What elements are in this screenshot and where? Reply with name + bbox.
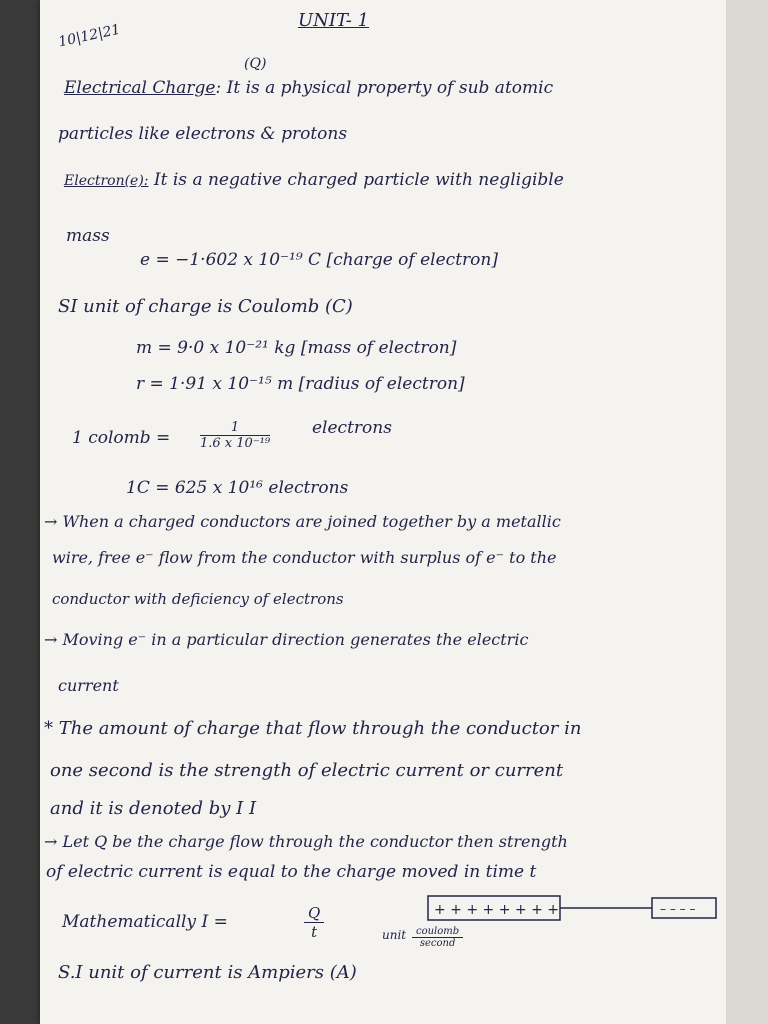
conductor-sketch	[420, 890, 720, 930]
para3-line1: * The amount of charge that flow through the conductor in	[44, 718, 582, 739]
one-coulomb: 1C = 625 x 10¹⁶ electrons	[126, 478, 349, 498]
unit-label: unit	[382, 928, 407, 942]
para2-line1: → Moving e⁻ in a particular direction generates the electric	[44, 630, 529, 649]
unit-numerator: coulomb	[412, 926, 463, 938]
para3-line3: and it is denoted by I I	[50, 798, 257, 819]
unit-title: UNIT- 1	[298, 10, 369, 31]
para1-line1: → When a charged conductors are joined together by a metallic	[44, 512, 561, 531]
definition-line-3-rest: It is a negative charged particle with negligible	[153, 170, 564, 190]
current-formula	[304, 904, 324, 941]
para3-line2: one second is the strength of electric current or current	[50, 760, 564, 781]
para1-line2: wire, free e⁻ flow from the conductor with surplus of e⁻ to the	[52, 548, 557, 567]
plus-charges: + + + + + + + +	[434, 902, 559, 918]
formula-numerator: Q	[304, 904, 324, 923]
equation-mass: m = 9·0 x 10⁻²¹ kg [mass of electron]	[136, 338, 457, 358]
definition-line-3	[64, 170, 564, 190]
definition-line-2: particles like electrons & protons	[58, 124, 348, 144]
si-unit-charge: SI unit of charge is Coulomb (C)	[58, 296, 353, 317]
formula-denominator: t	[311, 923, 318, 941]
coulomb-numerator: 1	[200, 420, 270, 436]
minus-charges: – – – –	[660, 902, 696, 916]
equation-charge: e = −1·602 x 10⁻¹⁹ C [charge of electron]	[140, 250, 498, 270]
para4-line1: → Let Q be the charge flow through the conductor then strength	[44, 832, 568, 851]
coulomb-denominator: 1.6 x 10⁻¹⁹	[200, 436, 271, 451]
notebook-page	[40, 0, 726, 1024]
definition-line-1	[64, 78, 553, 98]
math-label: Mathematically I =	[62, 912, 228, 932]
para1-line3: conductor with deficiency of electrons	[52, 590, 344, 608]
definition-line-4: mass	[66, 226, 110, 246]
definition-line-1-rest: : It is a physical property of sub atomic	[215, 78, 554, 98]
charge-symbol: (Q)	[244, 56, 267, 72]
equation-radius: r = 1·91 x 10⁻¹⁵ m [radius of electron]	[136, 374, 465, 394]
date: 10|12|21	[57, 21, 122, 51]
coulomb-lhs: 1 colomb =	[72, 428, 171, 448]
term-electrical-charge: Electrical Charge	[64, 78, 216, 98]
unit-denominator: second	[419, 938, 456, 949]
term-electron: Electron(e):	[64, 173, 149, 189]
si-unit-current: S.I unit of current is Ampiers (A)	[58, 962, 357, 983]
para2-line2: current	[58, 676, 119, 695]
page-edge	[726, 0, 768, 1024]
coulomb-rhs: electrons	[312, 418, 392, 438]
coulomb-fraction	[200, 420, 270, 451]
para4-line2: of electric current is equal to the charge moved in time t	[46, 862, 537, 882]
